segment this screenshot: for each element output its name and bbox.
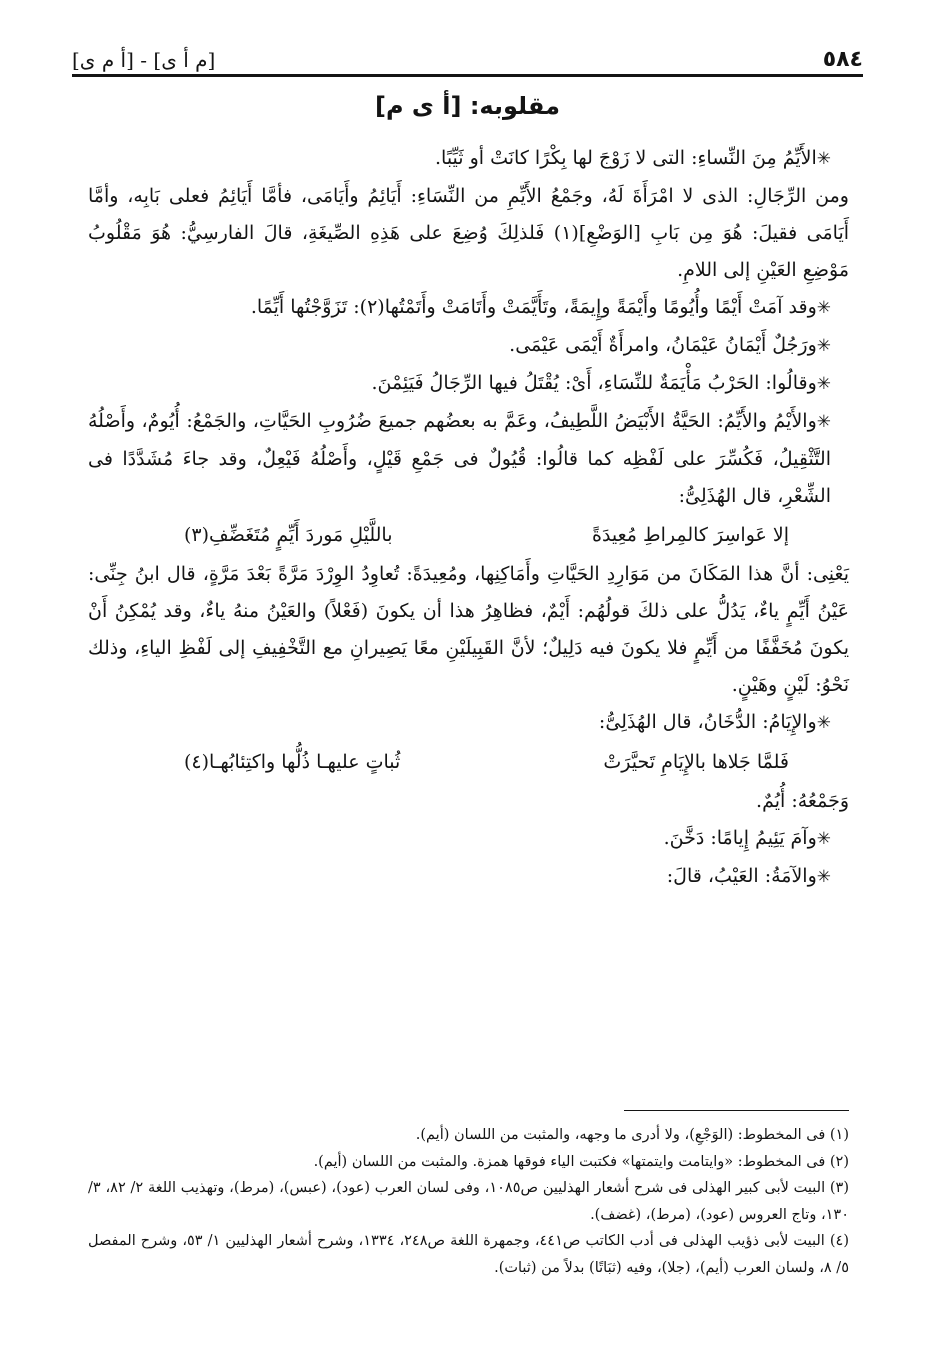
entry-paragraph: ✳ وآمَ يَئِيمُ إِيامًا: دَخَّنَ. — [88, 820, 849, 858]
paragraph: وَجَمْعُهُ: أُيُمٌ. — [756, 790, 849, 812]
page-header — [72, 38, 863, 72]
verse-line — [88, 744, 849, 781]
entry-paragraph: ✳ والأَيْمُ والأَيِّمُ: الحَيَّةُ الأَبْيَضُ اللَّطِيفُ، وعَمَّ به بعضُهم جميعَ ضُرُوبِ الحَيَّاتِ، والجَمْعُ: أُيُومٌ، وأَصْلُهُ التَّثْقِيلُ، فَكُسِّرَ على لَفْظِه كما قالُوا: قُيُولٌ فى جَمْعِ قَيْلٍ، وأَصْلُهُ فَيْعِلٌ، وقد جاءَ مُشَدَّدًا فى الشِّعْرِ، قال الهُذَلِىُّ: — [88, 403, 849, 515]
verse-first-hemistich: فَلمَّا جَلاها بالإِيَامِ تَحيَّرَتْ — [603, 751, 789, 773]
verse-first-hemistich: إلا عَواسِرَ كالمِراطِ مُعِيدَةً — [591, 524, 789, 546]
verse-second-hemistich: باللَّيْلِ مَوردَ أَيِّمٍ مُتَغَضِّفِ(٣) — [184, 524, 393, 546]
footnote: (١) فى المخطوط: (الوَجْعِ)، ولا أدرى ما وجهه، والمثبت من اللسان (أيم). — [415, 1127, 849, 1143]
footnote-divider — [624, 1110, 849, 1111]
running-head: [م أ ى] - [أ م ى] — [72, 48, 216, 72]
main-text — [88, 140, 849, 896]
paragraph: يَعْنِى: أنَّ هذا المَكَانَ من مَوَارِدِ الحَيَّاتِ وأَمَاكِنِها، ومُعِيدَةً: تُعاوِدُ الوِرْدَ مَرَّةً بَعْدَ مَرَّةٍ، قال ابنُ جِنِّى: عَيْنُ أَيِّمٍ ياءٌ، يَدُلُّ على ذلكَ قولُهُم: أَيْمٌ، فظاهِرُ هذا أن يكونَ (فَعْلاً) والعَيْنُ منهُ ياءٌ، وقد يُمْكِنُ أَنْ يكونَ مُخَفَّفًا من أَيِّمٍ فلا يكونَ فيه دَلِيلٌ؛ لأنَّ القَبِيلَيْنِ معًا يَصِيرانِ مع التَّخْفِيفِ إلى لَفْظِ الياءِ، وذلك نَحْوُ: لَيْنٍ وهَيْنٍ. — [88, 563, 849, 696]
entry-paragraph: ✳ الأَيِّمُ مِنَ النِّساءِ: التى لا زَوْجَ لها بِكْرًا كانَتْ أو ثَيِّبًا. — [88, 140, 849, 178]
verse-second-hemistich: ثُباتٍ عليهـا ذُلُّها واكتِئابُهـا(٤) — [184, 751, 401, 773]
footnote: (٤) البيت لأبى ذؤيب الهذلى فى أدب الكاتب ص٤٤١، وجمهرة اللغة ص٢٤٨، ١٣٣٤، وشرح أشعار الهذليين ١/ ٥٣، وشرح المفصل ٥/ ٨، ولسان العرب (أيم)، (جلا)، وفيه (ثبَاتًا) بدلاً من (ثبات). — [88, 1233, 850, 1276]
footnote: (٢) فى المخطوط: «وايتامت وايتمتها» فكتبت الياء فوقها همزة. والمثبت من اللسان (أيم). — [313, 1153, 849, 1170]
header-divider — [72, 74, 863, 77]
page-number: ٥٨٤ — [822, 47, 863, 72]
entry-paragraph: ✳ وقد آمَتْ أَيْمًا وأُيُومًا وأَيْمَةً وإِيمَةً، وتَأَيَّمَتْ وأَتَامَتْ وأَتَمْتُها(٢): تَزَوَّجْتُها أَيِّمًا. — [88, 289, 849, 327]
paragraph: ومن الرِّجَالِ: الذى لا امْرَأَةَ لَهُ، وجَمْعُ الأَيِّمِ من النِّسَاءِ: أَيَائِمُ وأَيَامَى، فأمَّا أَيَائِمُ فعلى بَابِه، وأمَّا أَيَامَى فقيلَ: هُوَ مِن بَابِ [الوَضْعِ](١) فَلذلِكَ وُضِعَ على هَذِهِ الصِّيغَةِ، قالَ الفارسِيُّ: هُوَ مَقْلُوبُ مَوْضِعِ العَيْنِ إلى اللامِ. — [88, 185, 850, 281]
footnotes — [88, 1122, 849, 1281]
entry-paragraph: ✳ وقالُوا: الحَرْبُ مَأْيَمَةٌ للنِّسَاءِ، أَىْ: يُقْتَلُ فيها الرِّجَالُ فَيَئِمْنَ. — [88, 365, 849, 403]
verse-line — [88, 517, 849, 554]
entry-paragraph: ✳ ورَجُلٌ أَيْمَانُ عَيْمَانُ، وامرأَةٌ أَيْمَى عَيْمَى. — [88, 327, 849, 365]
entry-paragraph: ✳ والإِيَامُ: الدُّخَانُ، قال الهُذَلِىُّ: — [88, 704, 849, 742]
footnote: (٣) البيت لأبى كبير الهذلى فى شرح أشعار الهذليين ص١٠٨٥، وفى لسان العرب (عود)، (عبس)، (مرط)، وتهذيب اللغة ٢/ ٨٢، ٣/ ١٣٠، وتاج العروس (عود)، (مرط)، (غضف). — [88, 1180, 850, 1223]
section-title: مقلوبه: [أ ى م] — [375, 92, 560, 120]
entry-paragraph: ✳ والآمَةُ: العَيْبُ، قالَ: — [88, 858, 849, 896]
